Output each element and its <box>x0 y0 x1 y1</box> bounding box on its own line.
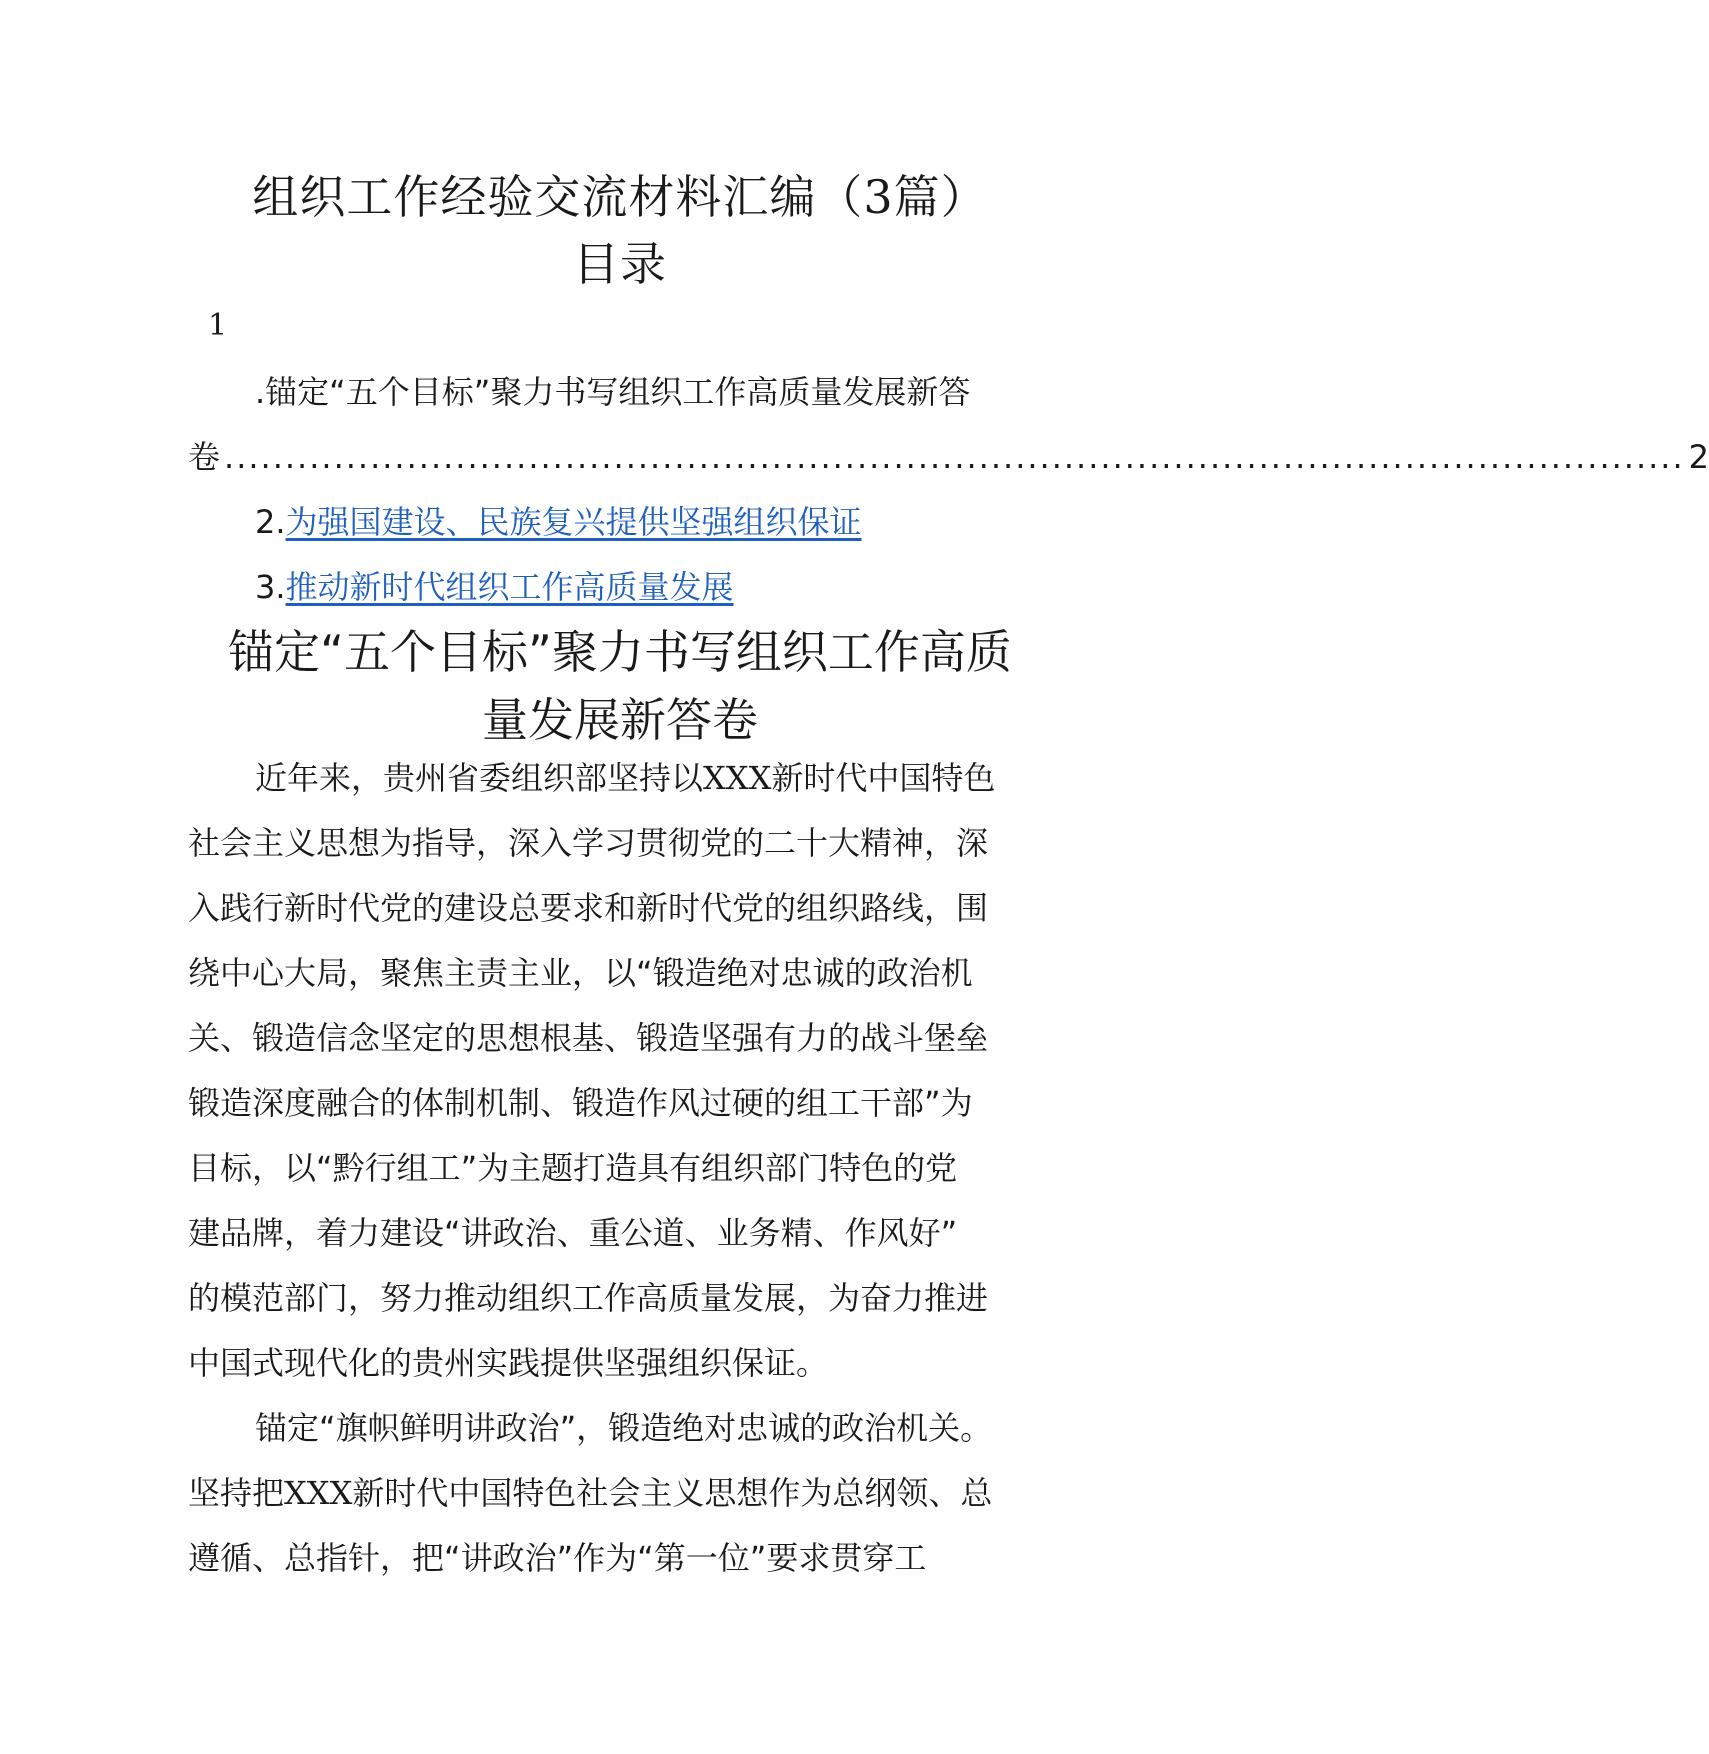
toc-item-1-text-end: 卷 <box>188 438 221 476</box>
paragraph-1-line-1-a: 近年来，贵州省委组织部坚持以 <box>255 759 704 797</box>
paragraph-1-line-7: 目标，以“黔行组工”为主题打造具有组织部门特色的党 <box>188 1149 958 1187</box>
toc-heading: 目录 <box>573 237 667 291</box>
toc-leader-dots: ........................................................................................................................ <box>224 438 1685 476</box>
toc-item-3 <box>255 563 734 611</box>
toc-page-number: 2 <box>1688 438 1709 476</box>
paragraph-1-line-1-b: 新时代中国特色 <box>771 759 996 797</box>
document-title <box>0 165 1240 229</box>
toc-item-3-number: 3. <box>255 568 286 606</box>
toc-item-1-line-2[interactable] <box>188 433 1709 481</box>
toc-item-2-number: 2. <box>255 503 286 541</box>
toc-item-2-link[interactable]: 为强国建设、民族复兴提供坚强组织保证 <box>285 503 862 541</box>
paragraph-2-line-3: 遵循、总指针，把“讲政治”作为“第一位”要求贯穿工 <box>188 1539 927 1577</box>
paragraph-1-line-8: 建品牌，着力建设“讲政治、重公道、业务精、作风好” <box>188 1214 958 1252</box>
placeholder-text: XXX <box>703 759 772 797</box>
paragraph-1-line-10: 中国式现代化的贵州实践提供坚强组织保证。 <box>188 1344 829 1382</box>
placeholder-text: XXX <box>284 1474 353 1512</box>
section-title-line-1: 锚定“五个目标”聚力书写组织工作高质 <box>228 625 1012 679</box>
paragraph-2-line-1: 锚定“旗帜鲜明讲政治”，锻造绝对忠诚的政治机关。 <box>255 1409 993 1447</box>
section-title-line-2: 量发展新答卷 <box>482 693 758 747</box>
document-title-text: 组织工作经验交流材料汇编（ <box>252 170 864 224</box>
paragraph-2-line-2-b: 新时代中国特色社会主义思想作为总纲领、总 <box>352 1474 993 1512</box>
toc-item-1-line-1[interactable]: .锚定“五个目标”聚力书写组织工作高质量发展新答 <box>255 373 971 411</box>
toc-number-line: 1 <box>208 308 228 343</box>
paragraph-1-line-4: 绕中心大局，聚焦主责主业，以“锻造绝对忠诚的政治机 <box>188 954 973 992</box>
paragraph-1-line-5: 关、锻造信念坚定的思想根基、锻造坚强有力的战斗堡垒 <box>188 1019 989 1057</box>
toc-item-3-link[interactable]: 推动新时代组织工作高质量发展 <box>285 568 734 606</box>
paragraph-1-line-9: 的模范部门，努力推动组织工作高质量发展，为奋力推进 <box>188 1279 989 1317</box>
paragraph-2-line-2-a: 坚持把 <box>188 1474 285 1512</box>
toc-item-2 <box>255 498 862 546</box>
document-title-number: 3 <box>863 170 894 224</box>
paragraph-1-line-3: 入践行新时代党的建设总要求和新时代党的组织路线，围 <box>188 889 989 927</box>
paragraph-1-line-6: 锻造深度融合的体制机制、锻造作风过硬的组工干部”为 <box>188 1084 973 1122</box>
paragraph-1-line-1 <box>255 754 995 802</box>
paragraph-1-line-2: 社会主义思想为指导，深入学习贯彻党的二十大精神，深 <box>188 824 989 862</box>
document-title-suffix: 篇） <box>893 170 988 224</box>
paragraph-2-line-2 <box>188 1469 992 1517</box>
